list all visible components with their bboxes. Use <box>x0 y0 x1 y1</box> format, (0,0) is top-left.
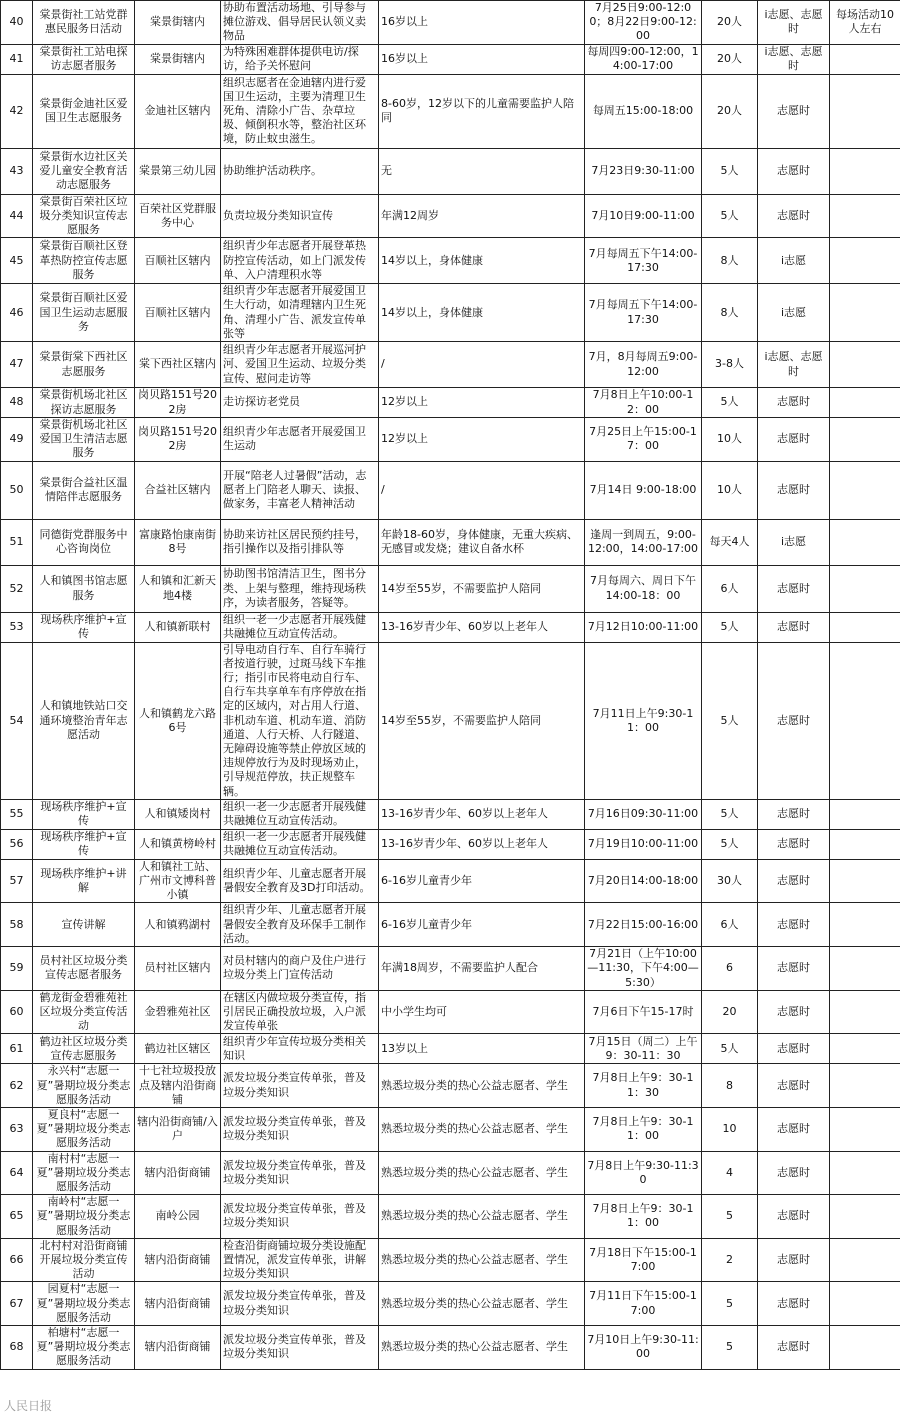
table-row <box>1 44 900 74</box>
activity-time: 7月8日上午9：30-11：00 <box>585 1107 702 1151</box>
reward-type: 志愿时 <box>758 565 830 612</box>
activity-time: 7月6日下午15-17时 <box>585 990 702 1034</box>
activity-content: 组织志愿者在金迪辖内进行爱国卫生运动，主要为清理卫生死角、清除小广告、杂草垃圾、倾倒积水等，整治社区环境，防止蚊虫滋生。 <box>221 74 379 148</box>
table-row <box>1 859 900 903</box>
reward-type: i志愿 <box>758 284 830 342</box>
participant-count: 6 <box>702 947 758 991</box>
participant-requirement: 6-16岁儿童青少年 <box>379 859 585 903</box>
table-row <box>1 1195 900 1239</box>
remark <box>830 342 900 388</box>
activity-content: 派发垃圾分类宣传单张，普及垃圾分类知识 <box>221 1195 379 1239</box>
participant-count: 5 <box>702 1195 758 1239</box>
table-row <box>1 388 900 418</box>
activity-name: 同德街党群服务中心咨询岗位 <box>33 519 135 565</box>
activity-content: 派发垃圾分类宣传单张，普及垃圾分类知识 <box>221 1064 379 1108</box>
participant-count: 20人 <box>702 44 758 74</box>
table-row <box>1 194 900 238</box>
remark <box>830 1034 900 1064</box>
activity-time: 7月21日（上午10:00—11:30，下午4:00—5:30） <box>585 947 702 991</box>
activity-location: 人和镇社工站、广州市文博科普小镇 <box>135 859 221 903</box>
participant-requirement: 熟悉垃圾分类的热心公益志愿者、学生 <box>379 1151 585 1195</box>
activity-location: 棠下西社区辖内 <box>135 342 221 388</box>
activity-name: 夏良村“志愿一夏”暑期垃圾分类志愿服务活动 <box>33 1107 135 1151</box>
reward-type: i志愿 <box>758 519 830 565</box>
reward-type: 志愿时 <box>758 1195 830 1239</box>
activity-content: 组织青少年志愿者开展爱国卫生运动 <box>221 418 379 462</box>
reward-type: 志愿时 <box>758 799 830 829</box>
reward-type: 志愿时 <box>758 1325 830 1369</box>
row-number: 60 <box>1 990 33 1034</box>
activity-time: 7月16日09:30-11:00 <box>585 799 702 829</box>
activity-time: 7月每周六、周日下午14:00-18：00 <box>585 565 702 612</box>
activity-time: 7月每周五下午14:00-17:30 <box>585 238 702 284</box>
activity-time: 7月20日14:00-18:00 <box>585 859 702 903</box>
activity-time: 7月25日9:00-12:00；8月22日9:00-12:00 <box>585 1 702 45</box>
activity-name: 鹤边社区垃圾分类宣传志愿服务 <box>33 1034 135 1064</box>
activity-location: 金迪社区辖内 <box>135 74 221 148</box>
reward-type: 志愿时 <box>758 859 830 903</box>
row-number: 58 <box>1 903 33 947</box>
activity-name: 棠景街机场北社区探访志愿服务 <box>33 388 135 418</box>
activity-time: 7月19日10:00-11:00 <box>585 829 702 859</box>
table-row <box>1 1325 900 1369</box>
participant-requirement: 熟悉垃圾分类的热心公益志愿者、学生 <box>379 1325 585 1369</box>
participant-count: 10人 <box>702 461 758 519</box>
row-number: 54 <box>1 642 33 799</box>
remark <box>830 519 900 565</box>
activity-time: 每周五15:00-18:00 <box>585 74 702 148</box>
table-row <box>1 1034 900 1064</box>
activity-name: 园夏村“志愿一夏”暑期垃圾分类志愿服务活动 <box>33 1282 135 1326</box>
activity-content: 开展“陪老人过暑假”活动，志愿者上门陪老人聊天、读报、做家务，丰富老人精神活动 <box>221 461 379 519</box>
reward-type: 志愿时 <box>758 461 830 519</box>
activity-location: 人和镇新联村 <box>135 612 221 642</box>
participant-count: 10人 <box>702 418 758 462</box>
participant-count: 6人 <box>702 903 758 947</box>
row-number: 53 <box>1 612 33 642</box>
remark <box>830 565 900 612</box>
remark <box>830 1195 900 1239</box>
table-row <box>1 903 900 947</box>
participant-requirement: 14岁以上，身体健康 <box>379 284 585 342</box>
table-row <box>1 1238 900 1282</box>
participant-count: 8 <box>702 1064 758 1108</box>
participant-requirement: 年满12周岁 <box>379 194 585 238</box>
activity-location: 员村社区辖内 <box>135 947 221 991</box>
activity-content: 引导电动自行车、自行车骑行者按道行驶，过斑马线下车推行；指引市民将电动自行车、自行车共享单车有序停放在指定的区域内，对占用人行道、非机动车道、机动车道、消防通道、人行天桥、人行隧道、无障碍设施等禁止停放区域的违规停放行为及时现场劝止，引导规范停放，扶正规整车辆。 <box>221 642 379 799</box>
activity-location: 百顺社区辖内 <box>135 284 221 342</box>
activity-name: 棠景街合益社区温情陪伴志愿服务 <box>33 461 135 519</box>
table-row <box>1 612 900 642</box>
activity-location: 百荣社区党群服务中心 <box>135 194 221 238</box>
reward-type: 志愿时 <box>758 1064 830 1108</box>
activity-time: 每周四9:00-12:00，14:00-17:00 <box>585 44 702 74</box>
row-number: 41 <box>1 44 33 74</box>
table-row <box>1 148 900 194</box>
activity-time: 7月18日下午15:00-17:00 <box>585 1238 702 1282</box>
activity-content: 协助图书馆清洁卫生，图书分类、上架与整理，维持现场秩序，为读者服务，答疑等。 <box>221 565 379 612</box>
activity-location: 鹤边社区辖区 <box>135 1034 221 1064</box>
activity-name: 员村社区垃圾分类宣传志愿者服务 <box>33 947 135 991</box>
row-number: 49 <box>1 418 33 462</box>
activity-time: 7月10日上午9:30-11:00 <box>585 1325 702 1369</box>
activity-location: 十七社垃圾投放点及辖内沿街商铺 <box>135 1064 221 1108</box>
table-row <box>1 342 900 388</box>
participant-requirement: / <box>379 461 585 519</box>
participant-requirement: / <box>379 342 585 388</box>
table-row <box>1 284 900 342</box>
reward-type: 志愿时 <box>758 829 830 859</box>
table-row <box>1 1151 900 1195</box>
activity-time: 7月8日上午9：30-11：00 <box>585 1195 702 1239</box>
row-number: 44 <box>1 194 33 238</box>
activity-content: 组织青少年、儿童志愿者开展暑假安全教育及环保手工制作活动。 <box>221 903 379 947</box>
activity-content: 为特殊困难群体提供电访/探访，给予关怀慰问 <box>221 44 379 74</box>
reward-type: i志愿、志愿时 <box>758 1 830 45</box>
table-row <box>1 519 900 565</box>
activity-time: 7月11日下午15:00-17:00 <box>585 1282 702 1326</box>
row-number: 43 <box>1 148 33 194</box>
activity-location: 人和镇鸦湖村 <box>135 903 221 947</box>
activity-name: 棠景街金迪社区爱国卫生志愿服务 <box>33 74 135 148</box>
activity-time: 7月10日9:00-11:00 <box>585 194 702 238</box>
activity-name: 永兴村“志愿一夏”暑期垃圾分类志愿服务活动 <box>33 1064 135 1108</box>
participant-count: 5人 <box>702 799 758 829</box>
reward-type: 志愿时 <box>758 74 830 148</box>
participant-requirement: 年满18周岁，不需要监护人配合 <box>379 947 585 991</box>
participant-requirement: 14岁至55岁，不需要监护人陪同 <box>379 565 585 612</box>
row-number: 57 <box>1 859 33 903</box>
reward-type: 志愿时 <box>758 1282 830 1326</box>
participant-count: 6人 <box>702 565 758 612</box>
row-number: 66 <box>1 1238 33 1282</box>
remark <box>830 1064 900 1108</box>
participant-count: 10 <box>702 1107 758 1151</box>
remark <box>830 1107 900 1151</box>
activity-name: 宣传讲解 <box>33 903 135 947</box>
reward-type: i志愿 <box>758 238 830 284</box>
activity-name: 棠景街百荣社区垃圾分类知识宣传志愿服务 <box>33 194 135 238</box>
row-number: 46 <box>1 284 33 342</box>
row-number: 42 <box>1 74 33 148</box>
table-row <box>1 1 900 45</box>
activity-location: 辖内沿街商铺 <box>135 1325 221 1369</box>
participant-requirement: 12岁以上 <box>379 388 585 418</box>
remark <box>830 859 900 903</box>
row-number: 55 <box>1 799 33 829</box>
participant-count: 3-8人 <box>702 342 758 388</box>
activity-name: 棠景街水边社区关爱儿童安全教育活动志愿服务 <box>33 148 135 194</box>
remark <box>830 284 900 342</box>
reward-type: 志愿时 <box>758 1238 830 1282</box>
table-row <box>1 990 900 1034</box>
activity-content: 组织一老一少志愿者开展残健共融摊位互动宣传活动。 <box>221 799 379 829</box>
participant-count: 5人 <box>702 829 758 859</box>
remark <box>830 990 900 1034</box>
activity-name: 鹤龙街金碧雅苑社区垃圾分类宣传活动 <box>33 990 135 1034</box>
activity-content: 组织一老一少志愿者开展残健共融摊位互动宣传活动。 <box>221 829 379 859</box>
remark <box>830 903 900 947</box>
participant-count: 8人 <box>702 238 758 284</box>
reward-type: i志愿、志愿时 <box>758 44 830 74</box>
activity-time: 7月11日上午9:30-11：00 <box>585 642 702 799</box>
reward-type: 志愿时 <box>758 1034 830 1064</box>
activity-name: 人和镇地铁站口交通环境整治青年志愿活动 <box>33 642 135 799</box>
row-number: 65 <box>1 1195 33 1239</box>
reward-type: 志愿时 <box>758 1151 830 1195</box>
table-row <box>1 1282 900 1326</box>
activity-content: 走访探访老党员 <box>221 388 379 418</box>
activity-name: 现场秩序维护+讲解 <box>33 859 135 903</box>
table-row <box>1 461 900 519</box>
activity-content: 组织青少年宣传垃圾分类相关知识 <box>221 1034 379 1064</box>
row-number: 50 <box>1 461 33 519</box>
activity-location: 人和镇和汇新天地4楼 <box>135 565 221 612</box>
activity-location: 辖内沿街商铺 <box>135 1238 221 1282</box>
reward-type: 志愿时 <box>758 947 830 991</box>
activity-name: 现场秩序维护+宣传 <box>33 799 135 829</box>
row-number: 64 <box>1 1151 33 1195</box>
table-row <box>1 1064 900 1108</box>
remark <box>830 388 900 418</box>
activity-location: 棠景第三幼儿园 <box>135 148 221 194</box>
remark <box>830 44 900 74</box>
table-row <box>1 74 900 148</box>
participant-requirement: 13岁以上 <box>379 1034 585 1064</box>
participant-requirement: 13-16岁青少年、60岁以上老年人 <box>379 829 585 859</box>
activity-content: 派发垃圾分类宣传单张，普及垃圾分类知识 <box>221 1325 379 1369</box>
participant-requirement: 16岁以上 <box>379 1 585 45</box>
participant-requirement: 年龄18-60岁，身体健康，无重大疾病、无感冒或发烧；建议自备水杯 <box>379 519 585 565</box>
reward-type: 志愿时 <box>758 1107 830 1151</box>
reward-type: i志愿、志愿时 <box>758 342 830 388</box>
activity-content: 协助维护活动秩序。 <box>221 148 379 194</box>
activity-name: 南村村“志愿一夏”暑期垃圾分类志愿服务活动 <box>33 1151 135 1195</box>
participant-count: 20 <box>702 990 758 1034</box>
activity-content: 协助布置活动场地、引导参与摊位游戏、倡导居民认领义卖物品 <box>221 1 379 45</box>
activity-location: 富康路怡康南街8号 <box>135 519 221 565</box>
participant-count: 5 <box>702 1325 758 1369</box>
activity-name: 棠景街棠下西社区志愿服务 <box>33 342 135 388</box>
activity-time: 7月22日15:00-16:00 <box>585 903 702 947</box>
activity-time: 7月14日 9:00-18:00 <box>585 461 702 519</box>
participant-count: 8人 <box>702 284 758 342</box>
row-number: 40 <box>1 1 33 45</box>
remark <box>830 799 900 829</box>
activity-name: 现场秩序维护+宣传 <box>33 829 135 859</box>
activity-content: 检查沿街商铺垃圾分类设施配置情况，派发宣传单张，讲解垃圾分类知识 <box>221 1238 379 1282</box>
participant-requirement: 无 <box>379 148 585 194</box>
participant-requirement: 13-16岁青少年、60岁以上老年人 <box>379 612 585 642</box>
participant-requirement: 14岁以上，身体健康 <box>379 238 585 284</box>
participant-requirement: 熟悉垃圾分类的热心公益志愿者、学生 <box>379 1195 585 1239</box>
row-number: 59 <box>1 947 33 991</box>
remark <box>830 461 900 519</box>
row-number: 67 <box>1 1282 33 1326</box>
row-number: 68 <box>1 1325 33 1369</box>
participant-count: 每天4人 <box>702 519 758 565</box>
activity-time: 7月8日上午9：30-11：30 <box>585 1064 702 1108</box>
activity-content: 组织青少年志愿者开展巡河护河、爱国卫生运动、垃圾分类宣传、慰问走访等 <box>221 342 379 388</box>
reward-type: 志愿时 <box>758 194 830 238</box>
table-row <box>1 799 900 829</box>
remark <box>830 418 900 462</box>
activity-name: 棠景街百顺社区爱国卫生运动志愿服务 <box>33 284 135 342</box>
activity-time: 7月12日10:00-11:00 <box>585 612 702 642</box>
activity-content: 协助来访社区居民预约挂号，指引操作以及指引排队等 <box>221 519 379 565</box>
participant-requirement: 8-60岁，12岁以下的儿童需要监护人陪同 <box>379 74 585 148</box>
reward-type: 志愿时 <box>758 388 830 418</box>
participant-count: 30人 <box>702 859 758 903</box>
activity-time: 逢周一到周五，9:00-12:00，14:00-17:00 <box>585 519 702 565</box>
remark <box>830 829 900 859</box>
participant-count: 5人 <box>702 388 758 418</box>
activity-time: 7月25日上午15:00-17：00 <box>585 418 702 462</box>
remark <box>830 148 900 194</box>
participant-count: 5人 <box>702 148 758 194</box>
remark <box>830 74 900 148</box>
activity-name: 棠景街社工站党群惠民服务日活动 <box>33 1 135 45</box>
table-row <box>1 642 900 799</box>
remark <box>830 1238 900 1282</box>
activity-location: 合益社区辖内 <box>135 461 221 519</box>
reward-type: 志愿时 <box>758 148 830 194</box>
participant-requirement: 12岁以上 <box>379 418 585 462</box>
reward-type: 志愿时 <box>758 418 830 462</box>
watermark-text: 人民日报 <box>4 1399 53 1413</box>
activity-content: 对员村辖内的商户及住户进行垃圾分类上门宣传活动 <box>221 947 379 991</box>
participant-count: 5人 <box>702 642 758 799</box>
activity-name: 北村村对沿街商铺开展垃圾分类宣传活动 <box>33 1238 135 1282</box>
activity-time: 7月8日上午10:00-12：00 <box>585 388 702 418</box>
participant-requirement: 13-16岁青少年、60岁以上老年人 <box>379 799 585 829</box>
participant-count: 5人 <box>702 194 758 238</box>
activity-content: 组织青少年志愿者开展登革热防控宣传活动，如上门派发传单、入户清理积水等 <box>221 238 379 284</box>
remark <box>830 194 900 238</box>
participant-requirement: 6-16岁儿童青少年 <box>379 903 585 947</box>
activity-content: 负责垃圾分类知识宣传 <box>221 194 379 238</box>
activity-content: 组织青少年志愿者开展爱国卫生大行动，如清理辖内卫生死角、清理小广告、派发宣传单张等 <box>221 284 379 342</box>
activity-content: 在辖区内做垃圾分类宣传，指引居民正确投放垃圾，入户派发宣传单张 <box>221 990 379 1034</box>
activity-location: 辖内沿街商铺 <box>135 1282 221 1326</box>
row-number: 45 <box>1 238 33 284</box>
participant-count: 20人 <box>702 1 758 45</box>
activity-location: 百顺社区辖内 <box>135 238 221 284</box>
participant-requirement: 16岁以上 <box>379 44 585 74</box>
reward-type: 志愿时 <box>758 903 830 947</box>
activity-time: 7月8日上午9:30-11:30 <box>585 1151 702 1195</box>
row-number: 52 <box>1 565 33 612</box>
activity-location: 人和镇黄榜岭村 <box>135 829 221 859</box>
participant-requirement: 熟悉垃圾分类的热心公益志愿者、学生 <box>379 1064 585 1108</box>
activity-location: 人和镇鹤龙六路6号 <box>135 642 221 799</box>
remark <box>830 612 900 642</box>
activity-location: 岗贝路151号202房 <box>135 388 221 418</box>
table-row <box>1 565 900 612</box>
activity-content: 组织一老一少志愿者开展残健共融摊位互动宣传活动。 <box>221 612 379 642</box>
remark <box>830 947 900 991</box>
activity-name: 棠景街机场北社区爱国卫生清洁志愿服务 <box>33 418 135 462</box>
table-row <box>1 1107 900 1151</box>
remark <box>830 642 900 799</box>
participant-requirement: 熟悉垃圾分类的热心公益志愿者、学生 <box>379 1107 585 1151</box>
row-number: 63 <box>1 1107 33 1151</box>
reward-type: 志愿时 <box>758 612 830 642</box>
activity-location: 金碧雅苑社区 <box>135 990 221 1034</box>
participant-requirement: 熟悉垃圾分类的热心公益志愿者、学生 <box>379 1282 585 1326</box>
row-number: 62 <box>1 1064 33 1108</box>
remark <box>830 1151 900 1195</box>
activity-content: 派发垃圾分类宣传单张，普及垃圾分类知识 <box>221 1151 379 1195</box>
participant-count: 5人 <box>702 612 758 642</box>
activity-name: 人和镇图书馆志愿服务 <box>33 565 135 612</box>
activity-location: 岗贝路151号202房 <box>135 418 221 462</box>
participant-count: 5 <box>702 1282 758 1326</box>
row-number: 51 <box>1 519 33 565</box>
participant-requirement: 14岁至55岁，不需要监护人陪同 <box>379 642 585 799</box>
activity-location: 人和镇矮岗村 <box>135 799 221 829</box>
participant-count: 4 <box>702 1151 758 1195</box>
participant-count: 5人 <box>702 1034 758 1064</box>
activity-location: 棠景街辖内 <box>135 1 221 45</box>
activity-content: 派发垃圾分类宣传单张，普及垃圾分类知识 <box>221 1107 379 1151</box>
remark: 每场活动10人左右 <box>830 1 900 45</box>
activity-location: 南岭公园 <box>135 1195 221 1239</box>
reward-type: 志愿时 <box>758 642 830 799</box>
activity-time: 7月15日（周二）上午9：30-11：30 <box>585 1034 702 1064</box>
activity-time: 7月，8月每周五9:00-12:00 <box>585 342 702 388</box>
table-row <box>1 238 900 284</box>
activity-name: 南岭村“志愿一夏”暑期垃圾分类志愿服务活动 <box>33 1195 135 1239</box>
table-body <box>1 1 900 1370</box>
activity-location: 辖内沿街商铺/入户 <box>135 1107 221 1151</box>
row-number: 56 <box>1 829 33 859</box>
participant-count: 2 <box>702 1238 758 1282</box>
row-number: 47 <box>1 342 33 388</box>
activity-content: 组织青少年、儿童志愿者开展暑假安全教育及3D打印活动。 <box>221 859 379 903</box>
table-row <box>1 418 900 462</box>
activity-content: 派发垃圾分类宣传单张，普及垃圾分类知识 <box>221 1282 379 1326</box>
activity-name: 柏塘村“志愿一夏”暑期垃圾分类志愿服务活动 <box>33 1325 135 1369</box>
remark <box>830 238 900 284</box>
activity-name: 棠景街社工站电探访志愿者服务 <box>33 44 135 74</box>
remark <box>830 1325 900 1369</box>
table-row <box>1 829 900 859</box>
table-row <box>1 947 900 991</box>
activity-name: 棠景街百顺社区登革热防控宣传志愿服务 <box>33 238 135 284</box>
activity-name: 现场秩序维护+宣传 <box>33 612 135 642</box>
activity-location: 棠景街辖内 <box>135 44 221 74</box>
row-number: 48 <box>1 388 33 418</box>
activity-location: 辖内沿街商铺 <box>135 1151 221 1195</box>
participant-requirement: 中小学生均可 <box>379 990 585 1034</box>
participant-requirement: 熟悉垃圾分类的热心公益志愿者、学生 <box>379 1238 585 1282</box>
row-number: 61 <box>1 1034 33 1064</box>
activity-time: 7月23日9:30-11:00 <box>585 148 702 194</box>
remark <box>830 1282 900 1326</box>
activity-time: 7月每周五下午14:00-17:30 <box>585 284 702 342</box>
participant-count: 20人 <box>702 74 758 148</box>
reward-type: 志愿时 <box>758 990 830 1034</box>
